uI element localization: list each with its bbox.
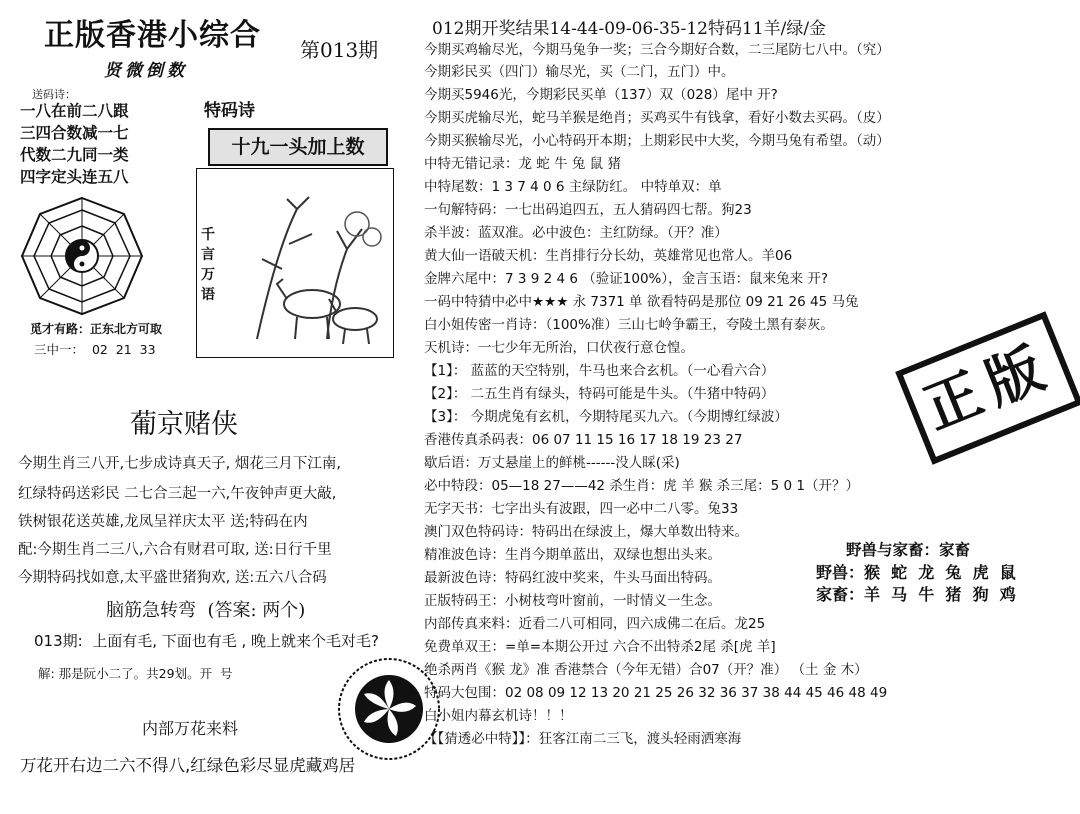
poem-line: 代数二九同一类	[20, 146, 129, 164]
info-line: 精准波色诗：生肖今期单蓝出，双绿也想出头来。	[424, 547, 721, 563]
special-poem: 十九一头加上数	[208, 128, 388, 166]
riddle-title: 脑筋急转弯 (答案: 两个)	[106, 600, 306, 621]
poem-line: 三四合数减一七	[20, 124, 129, 142]
info-line: 天机诗：一七少年无所治，口伏夜行意仓惶。	[424, 340, 694, 356]
wild-animals: 野兽：猴 蛇 龙 兔 虎 鼠	[816, 563, 1016, 582]
riddle: 013期: 上面有毛, 下面也有毛 , 晚上就来个毛对毛?	[34, 632, 380, 650]
section-line: 铁树银花送英雄,龙凤呈祥庆太平 送;特码在内	[18, 514, 308, 530]
issue-number: 第013期	[300, 38, 379, 62]
info-line: 无字天书：七字出头有波跟，四一必中二八零。兔33	[424, 501, 739, 517]
flower-line: 万花开右边二六不得八,红绿色彩尽显虎藏鸡居	[20, 756, 356, 775]
info-line: 中特无错记录：龙 蛇 牛 兔 鼠 猪	[424, 156, 621, 172]
section-line: 红绿特码送彩民 二七合三起一六,午夜钟声更大敲,	[18, 486, 337, 502]
flower-title: 内部万花来料	[142, 719, 239, 738]
info-line: 今期买虎输尽光，蛇马羊猴是绝肖；买鸡买牛有钱拿，看好小数去买码。（皮）	[424, 110, 890, 126]
info-line: 今期买5946光，今期彩民买单（137）双（028）尾中 开?	[424, 87, 778, 103]
goat-drawing-icon	[237, 189, 387, 349]
section-line: 今期特码找如意,太平盛世猪狗欢, 送:五六八合码	[18, 570, 327, 586]
info-line: 今期彩民买（四门）输尽光，买（二门，五门）中。	[424, 64, 735, 80]
info-line: 【2】： 二五生肖有绿头，特码可能是牛头。（牛猪中特码）	[424, 386, 775, 402]
info-line: 白小姐传密一肖诗：（100%准）三山七岭争霸王，夸陵土黑有泰灰。	[424, 317, 834, 333]
info-line: 内部传真来料：近看二八可相同，四六成佛二在后。龙25	[424, 616, 766, 632]
section-title: 葡京赌侠	[130, 409, 238, 440]
illustration	[196, 168, 394, 358]
info-line: 杀半波：蓝双准。必中波色：主红防绿。（开？准）	[424, 225, 728, 241]
info-line: 必中特段：05—18 27——42 杀生肖：虎 羊 猴 杀三尾：5 0 1（开？）	[424, 478, 860, 494]
info-line: 今期买鸡输尽光，今期马兔争一奖；三合今期好合数，二三尾防七八中。（究）	[424, 42, 890, 58]
illustration-caption: 千言万语	[201, 227, 215, 303]
info-line: 澳门双色特码诗：特码出在绿波上，爆大单数出特来。	[424, 524, 748, 540]
info-line: 一码中特猜中必中★★★ 永 7371 单 欲看特码是那位 09 21 26 45 马兔	[424, 294, 859, 310]
send-poem-label: 送码诗：	[32, 88, 76, 101]
poem-line: 一八在前二八跟	[20, 102, 129, 120]
subtitle: 贤微倒数	[104, 61, 188, 81]
info-line: 特码大包围：02 08 09 12 13 20 21 25 26 32 36 37 38 44 45 46 48 49	[424, 685, 888, 701]
results-header: 012期开奖结果14-44-09-06-35-12特码11羊/绿/金	[432, 19, 827, 39]
info-line: 歇后语：万丈悬崖上的鲜桃------没人睬(采)	[424, 455, 680, 471]
info-line: 一句解特码：一七出码追四五，五人猜码四七帮。狗23	[424, 202, 752, 218]
special-poem-label: 特码诗	[204, 101, 255, 121]
page-title: 正版香港小综合	[44, 18, 261, 53]
info-line: 金牌六尾中：7 3 9 2 4 6 （验证100%），金言玉语：鼠来兔来 开?	[424, 271, 829, 287]
info-line: 【3】： 今期虎兔有玄机，今期特尾买九六。（今期博红绿波）	[424, 409, 788, 425]
riddle-answer: 解: 那是阮小二了。共29划。开 号	[38, 666, 233, 681]
section-line: 今期生肖三八开,七步成诗真天子, 烟花三月下江南,	[18, 456, 341, 472]
section-line: 配:今期生肖二三八,六合有财君可取, 送:日行千里	[18, 542, 332, 558]
info-line: 【1】： 蓝蓝的天空特别，牛马也来合玄机。（一心看六合）	[424, 363, 775, 379]
info-line: 白小姐内幕玄机诗！！！	[424, 708, 573, 724]
three-in-one: 三中一： 02 21 33	[34, 342, 156, 357]
stamp-text: 正版	[915, 332, 1063, 443]
info-line: 绝杀两肖《猴 龙》准 香港禁合（今年无错）合07（开？准） （土 金 木）	[424, 662, 868, 678]
info-line: 黄大仙一语破天机：生肖排行分长幼，英雄常见也常人。羊06	[424, 248, 793, 264]
info-line: 今期买猴输尽光，小心特码开本期；上期彩民中大奖，今期马兔有希望。（动）	[424, 133, 890, 149]
info-line: 正版特码王：小树枝弯叶窗前，一时情义一生念。	[424, 593, 721, 609]
direction-note: 觅才有路：正东北方可取	[30, 322, 163, 336]
info-line: 免费单双王：=单=本期公开过 六合不出特杀2尾 杀[虎 羊]	[424, 639, 776, 655]
info-line: 香港传真杀码表：06 07 11 15 16 17 18 19 23 27	[424, 432, 743, 448]
animal-title: 野兽与家畜：家畜	[846, 541, 971, 559]
domestic-animals: 家畜：羊 马 牛 猪 狗 鸡	[816, 585, 1016, 604]
bagua-icon	[20, 196, 144, 316]
authentic-stamp	[895, 311, 1080, 464]
send-poem	[20, 100, 129, 188]
poem-line: 四字定头连五八	[20, 168, 129, 186]
info-line: 中特尾数：1 3 7 4 0 6 主绿防红。 中特单双：单	[424, 179, 722, 195]
info-line: 最新波色诗：特码红波中奖来，牛头马面出特码。	[424, 570, 721, 586]
info-line: 【【猜透必中特】】：狂客江南二三飞，渡头轻雨洒寒海	[424, 731, 742, 747]
